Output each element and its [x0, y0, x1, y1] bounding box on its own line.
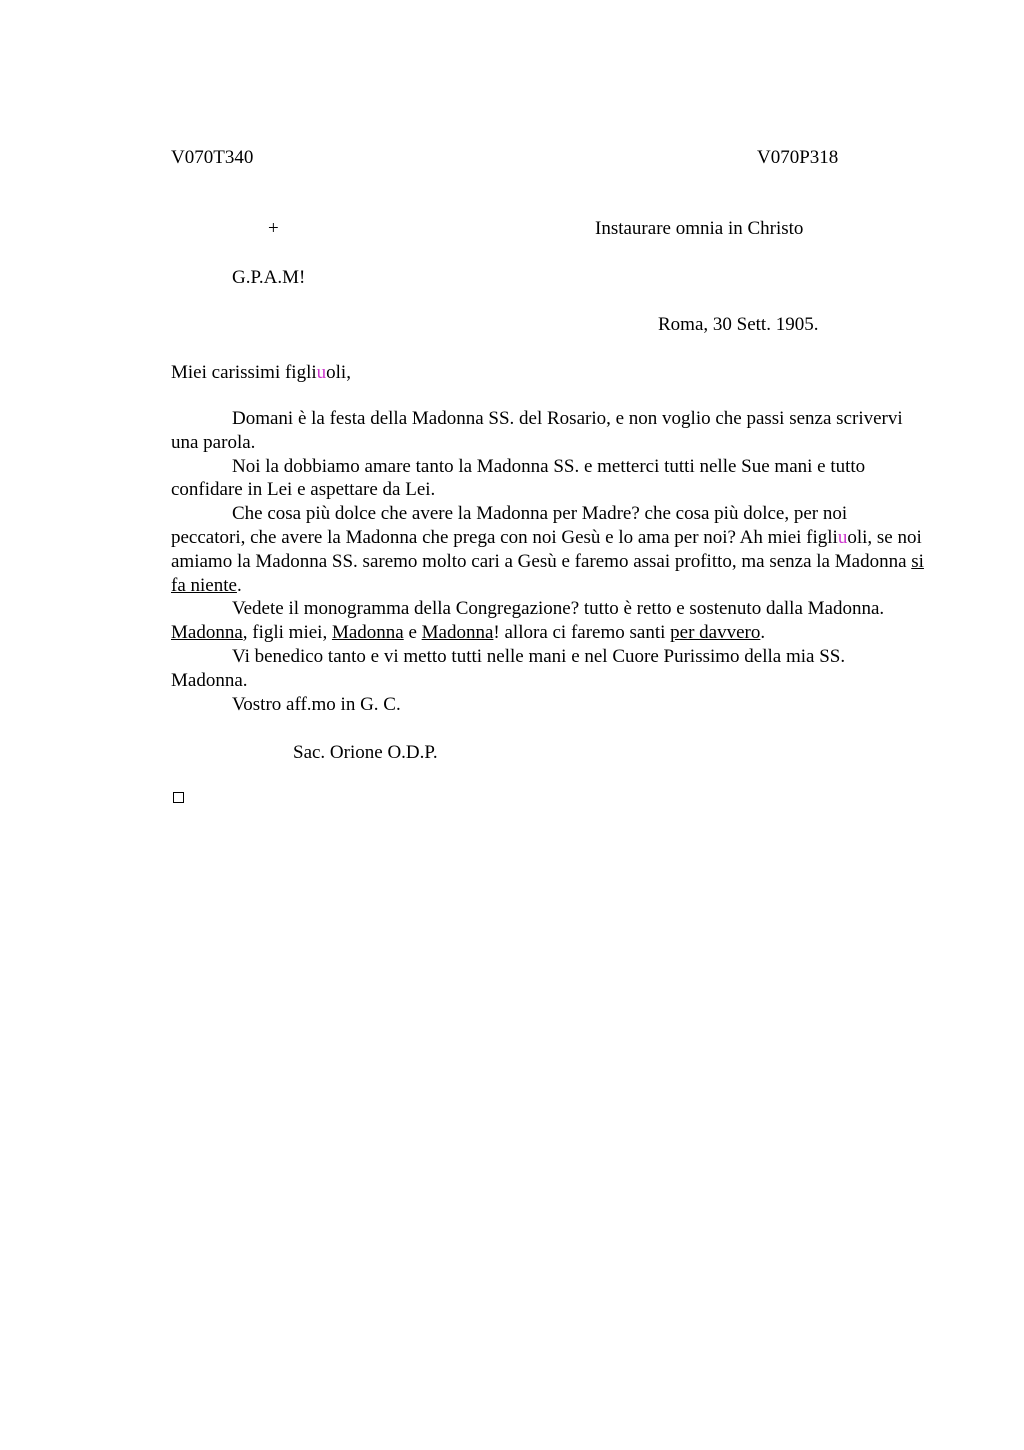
underlined-word: Madonna: [331, 622, 404, 644]
underlined-word: Madonna: [171, 622, 243, 644]
paragraph-4-text-a: Vedete il monogramma della Congregazione? tutto è retto e sostenuto dalla Madonna.: [232, 598, 885, 620]
paragraph-4: [171, 597, 926, 645]
underlined-phrase: per davvero: [670, 622, 761, 644]
salutation-start: Miei carissimi figli: [171, 362, 317, 383]
letter-body: [171, 407, 926, 716]
paragraph-3: [171, 502, 926, 597]
paragraph-2: Noi la dobbiamo amare tanto la Madonna SS. e metterci tutti nelle Sue mani e tutto confidare in Lei e aspettare da Lei.: [171, 455, 866, 501]
paragraph-3-text-c: .: [236, 574, 242, 596]
closing: Vostro aff.mo in G. C.: [232, 693, 401, 715]
document-code-left: V070T340: [171, 147, 254, 168]
motto: Instaurare omnia in Christo: [595, 218, 804, 239]
underlined-phrase: si fa niente: [171, 550, 924, 596]
paragraph-3-text-a: Che cosa più dolce che avere la Madonna per Madre? che cosa più dolce, per noi peccatori, che avere la Madonna che prega con noi Gesù e lo ama per noi? Ah miei figli: [171, 503, 848, 548]
paragraph-4-text-c: e: [403, 622, 422, 644]
document-code-right: V070P318: [757, 147, 839, 168]
paragraph-4-text-d: ! allora ci faremo santi: [493, 622, 671, 644]
cross-symbol: +: [268, 218, 279, 239]
paragraph-4-text-b: , figli miei,: [242, 622, 332, 644]
paragraph-3-text-b: oli, se noi amiamo la Madonna SS. saremo molto cari a Gesù e faremo assai profitto, ma senza la Madonna: [171, 526, 922, 572]
correction-mark: u: [837, 526, 848, 548]
paragraph-5: Vi benedico tanto e vi metto tutti nelle mani e nel Cuore Purissimo della mia SS. Madonna.: [171, 645, 846, 691]
signature: Sac. Orione O.D.P.: [293, 742, 438, 763]
paragraph-1: Domani è la festa della Madonna SS. del Rosario, e non voglio che passi senza scrivervi una parola.: [171, 408, 903, 453]
paragraph-4-text-e: .: [760, 622, 766, 644]
underlined-word: Madonna: [421, 622, 494, 644]
invocation: G.P.A.M!: [232, 267, 306, 288]
place-date: Roma, 30 Sett. 1905.: [658, 314, 819, 335]
salutation-end: oli,: [326, 362, 351, 383]
square-box-icon: [173, 792, 184, 803]
correction-mark: u: [316, 362, 327, 383]
salutation: [171, 361, 351, 385]
